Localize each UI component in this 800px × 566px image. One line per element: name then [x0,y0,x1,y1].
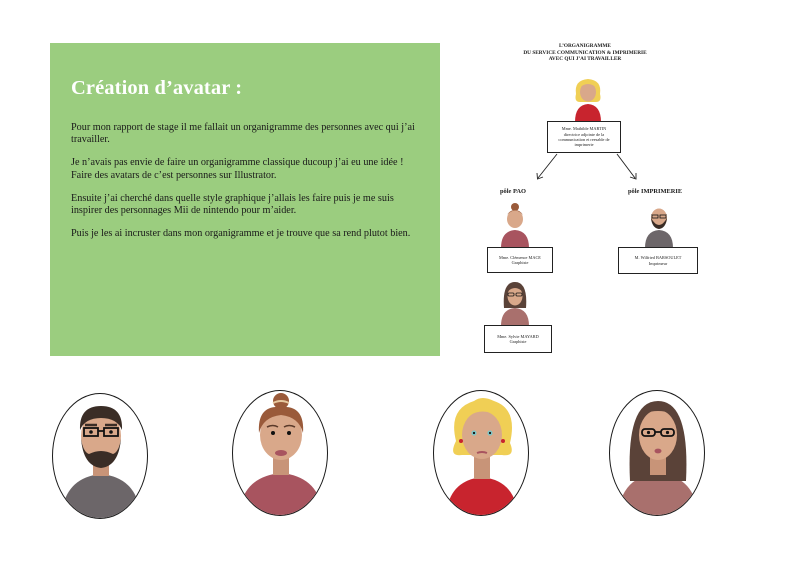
pao-person-2-avatar-icon [498,278,532,326]
pao-person-2-role: Graphiste [509,339,527,344]
imprimerie-person-name: M. Wilfried BARSOULET [634,255,682,261]
pao-person-1-avatar-icon [498,200,532,248]
woman-with-bun-avatar-icon [233,391,328,516]
org-chart-title: L’ORGANIGRAMME DU SERVICE COMMUNICATION & IMPRIMERIE AVEC QUI J’AI TRAVAILLER [523,43,647,63]
pao-person-1-name: Mme. Clémence MACE [499,254,541,260]
avatar-circle-1 [52,393,148,519]
bearded-man-avatar-icon [53,394,148,519]
imprimerie-person-card [618,247,698,274]
panel-paragraph-4: Puis je les ai incruster dans mon organigramme et je trouve que sa rend plutot bien. [71,228,411,240]
intro-panel [50,43,440,356]
org-chart [470,0,800,360]
panel-paragraph-3: Ensuite j’ai cherché dans quelle style graphique j’allais les faire puis je me suis inspirer des personnages Mii de nintendo pour m’aider. [71,192,394,217]
top-person-name: Mme. Mathilde MARTIN [561,126,607,132]
panel-title: Création d’avatar : [71,77,243,99]
imprimerie-person-role: Imprimeur [648,260,668,266]
imprimerie-person-avatar-icon [642,200,676,248]
pao-person-1-role: Graphiste [511,260,529,265]
panel-paragraph-2: Je n’avais pas envie de faire un organigramme classique ducoup j’ai eu une idée ! Faire des avatars de c’est personnes sur Illustrator. [71,157,404,181]
panel-paragraph-1: Pour mon rapport de stage il me fallait un organigramme des personnes avec qui j’ai travailler. [71,122,415,146]
top-person-card [547,121,621,153]
pao-person-2-card [484,325,552,353]
avatar-circle-3 [433,390,529,516]
pao-person-1-card [487,247,553,273]
avatar-circle-4 [609,390,705,516]
blonde-woman-avatar-icon [434,391,529,516]
arrow-right [614,152,640,182]
arrow-left [534,152,560,182]
pole-imprimerie-label: pôle IMPRIMERIE [628,188,683,195]
top-person-avatar-icon [570,74,606,122]
top-person-role: directrice adjointe de la communication et reesable de imprimerie [558,131,610,148]
pao-person-2-name: Mme. Sylvie MAYARD [497,333,539,339]
brown-haired-woman-avatar-icon [610,391,705,516]
pole-pao-label: pôle PAO [500,188,526,195]
avatar-circle-2 [232,390,328,516]
